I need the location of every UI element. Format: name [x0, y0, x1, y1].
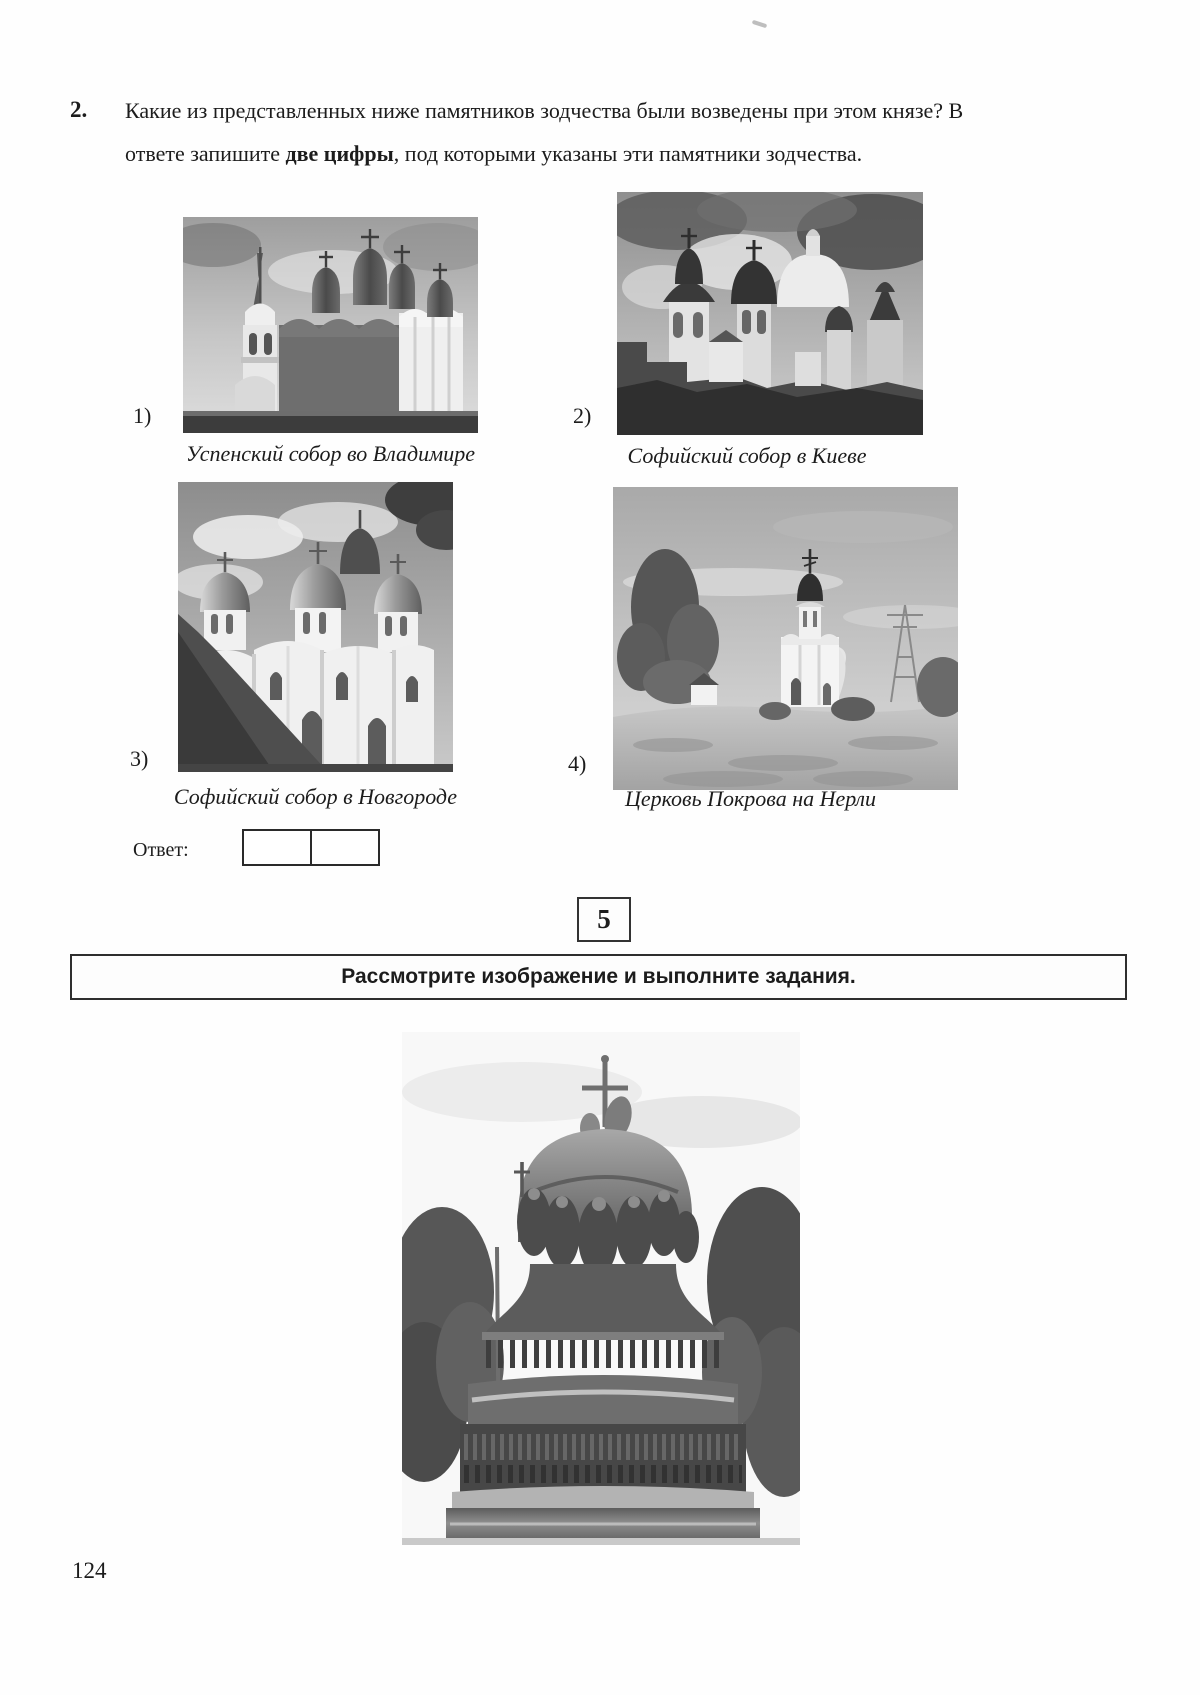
item-number-1: 1) [133, 403, 152, 428]
question-number: 2. [70, 97, 88, 122]
photo-sophia-cathedral-kiev [617, 192, 923, 435]
caption-sophia-novgorod: Софийский собор в Новгороде [173, 784, 458, 809]
page-number: 124 [72, 1558, 107, 1583]
caption-sophia-kiev: Софийский собор в Киеве [627, 443, 867, 468]
question-text-line1: Какие из представленных ниже памятников зодчества были возведены при этом князе? В [125, 98, 964, 123]
answer-label: Ответ: [133, 839, 189, 861]
caption-pokrova-nerl: Церковь Покрова на Нерли [624, 786, 877, 811]
photo-sophia-cathedral-novgorod [178, 482, 453, 772]
answer-cell-1[interactable] [244, 831, 312, 864]
caption-uspensky-cathedral: Успенский собор во Владимире [186, 441, 475, 466]
answer-box [242, 829, 380, 866]
task-number-box: 5 [577, 897, 631, 942]
instruction-bar: Рассмотрите изображение и выполните задания. [70, 954, 1127, 1000]
item-number-3: 3) [130, 746, 149, 771]
answer-cell-2[interactable] [312, 831, 378, 864]
item-number-2: 2) [573, 403, 592, 428]
photo-uspensky-cathedral-vladimir [183, 217, 478, 433]
scan-artifact [752, 20, 768, 28]
question-text [125, 89, 963, 175]
photo-church-pokrova-on-nerl [613, 487, 958, 790]
photo-millennium-of-russia-monument [402, 1032, 800, 1545]
question-text-line2: ответе запишите две цифры, под которыми указаны эти памятники зодчества. [125, 141, 863, 166]
bold-two-digits: две цифры [285, 141, 394, 166]
item-number-4: 4) [568, 751, 587, 776]
